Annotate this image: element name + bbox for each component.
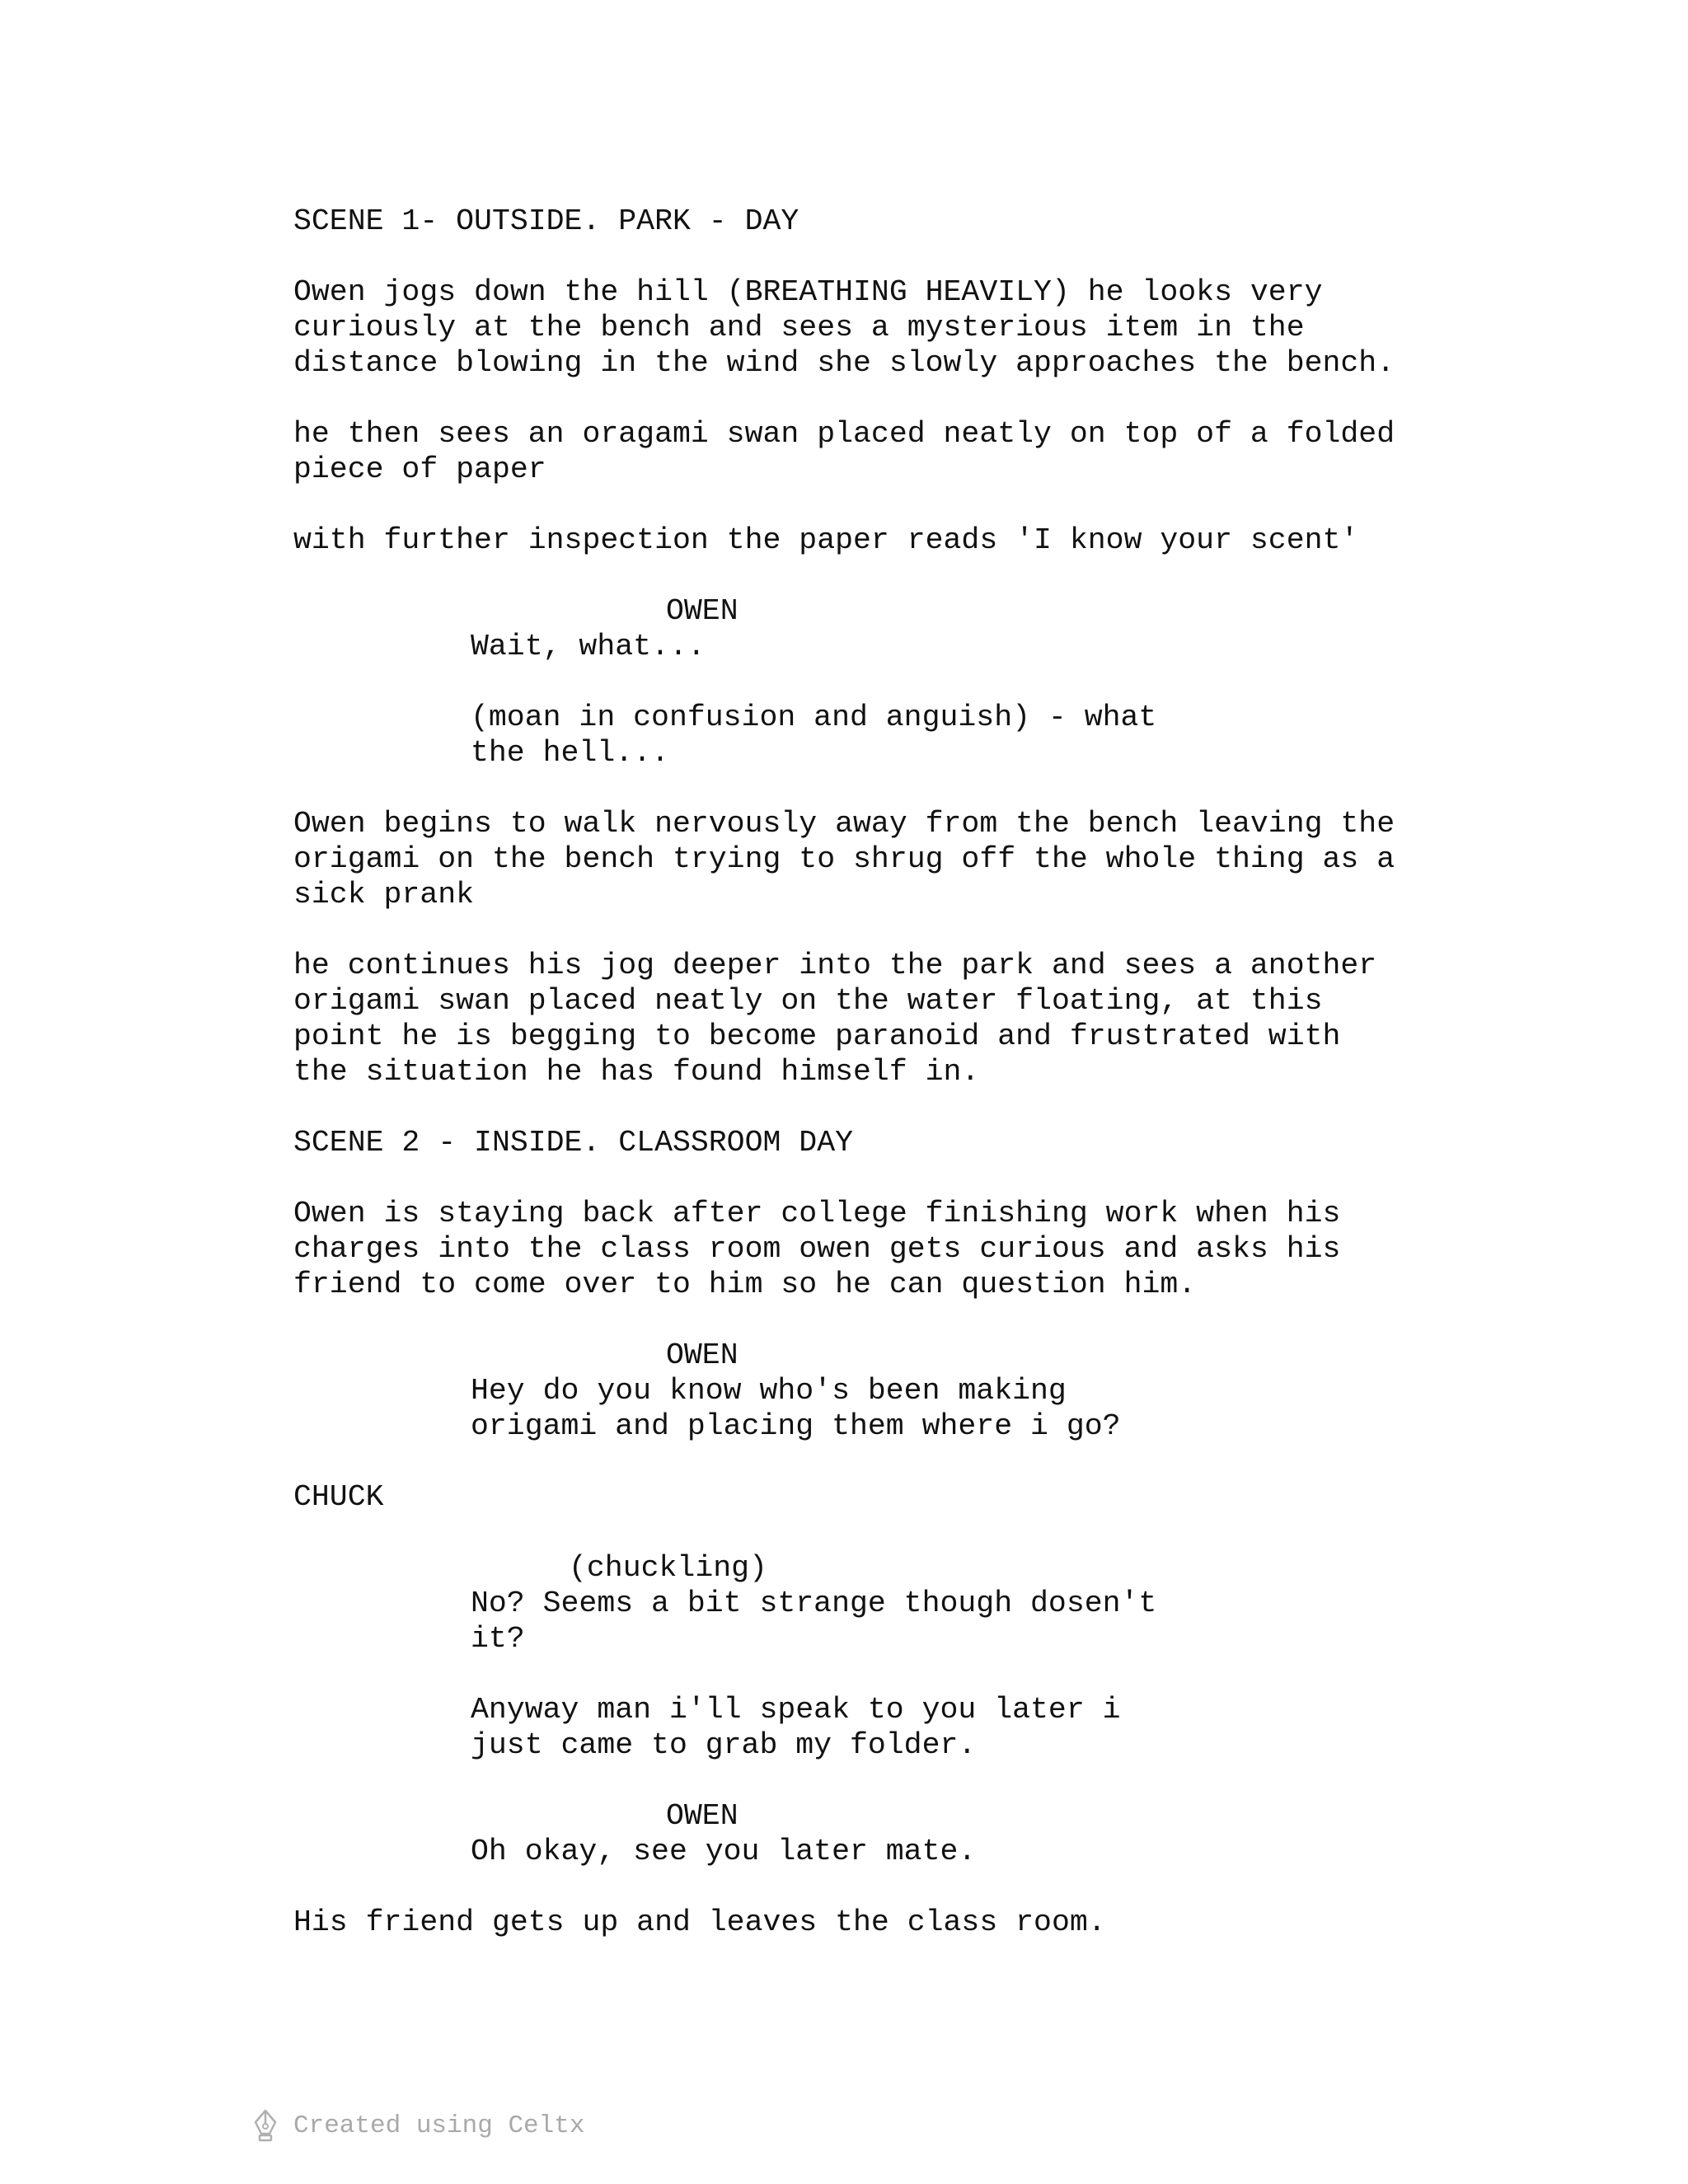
action-line: curiously at the bench and sees a mysterious item in the [293, 311, 1305, 344]
action-line: origami on the bench trying to shrug off the whole thing as a [293, 842, 1395, 876]
dialogue-line: Oh okay, see you later mate. [471, 1835, 977, 1868]
action-line: sick prank [293, 878, 475, 912]
footer-credit: Created using Celtx [293, 2111, 585, 2140]
character-name-chuck: CHUCK [293, 1480, 384, 1514]
dialogue-line: Wait, what... [471, 630, 706, 663]
dialogue-line: just came to grab my folder. [471, 1728, 977, 1762]
parenthetical: (chuckling) [569, 1551, 767, 1585]
action-line: Owen is staying back after college finishing work when his [293, 1197, 1341, 1230]
action-line: piece of paper [293, 452, 546, 486]
dialogue-line: (moan in confusion and anguish) - what [471, 701, 1157, 734]
celtx-pen-icon [251, 2108, 279, 2143]
dialogue-line: No? Seems a bit strange though dosen't [471, 1586, 1157, 1620]
action-line: Owen begins to walk nervously away from the bench leaving the [293, 807, 1395, 841]
action-line: charges into the class room owen gets curious and asks his [293, 1232, 1341, 1266]
dialogue-line: Anyway man i'll speak to you later i [471, 1693, 1121, 1727]
action-line: origami swan placed neatly on the water floating, at this [293, 984, 1323, 1018]
action-line: with further inspection the paper reads 'I know your scent' [293, 523, 1359, 557]
action-line: friend to come over to him so he can question him. [293, 1268, 1197, 1301]
scene-heading-1: SCENE 1- OUTSIDE. PARK - DAY [293, 204, 799, 238]
dialogue-line: the hell... [471, 736, 669, 770]
action-line: His friend gets up and leaves the class room. [293, 1905, 1106, 1939]
scene-heading-2: SCENE 2 - INSIDE. CLASSROOM DAY [293, 1126, 854, 1160]
character-name: OWEN [666, 1338, 738, 1372]
dialogue-line: it? [471, 1622, 525, 1656]
dialogue-line: origami and placing them where i go? [471, 1409, 1121, 1443]
action-line: he continues his jog deeper into the park and sees a another [293, 949, 1377, 982]
action-line: Owen jogs down the hill (BREATHING HEAVILY) he looks very [293, 275, 1323, 309]
action-line: point he is begging to become paranoid and frustrated with [293, 1019, 1341, 1053]
character-name: OWEN [666, 1799, 738, 1833]
dialogue-line: Hey do you know who's been making [471, 1374, 1067, 1408]
action-line: he then sees an oragami swan placed neatly on top of a folded [293, 417, 1395, 451]
action-line: distance blowing in the wind she slowly approaches the bench. [293, 346, 1395, 380]
character-name: OWEN [666, 594, 738, 628]
action-line: the situation he has found himself in. [293, 1055, 980, 1089]
